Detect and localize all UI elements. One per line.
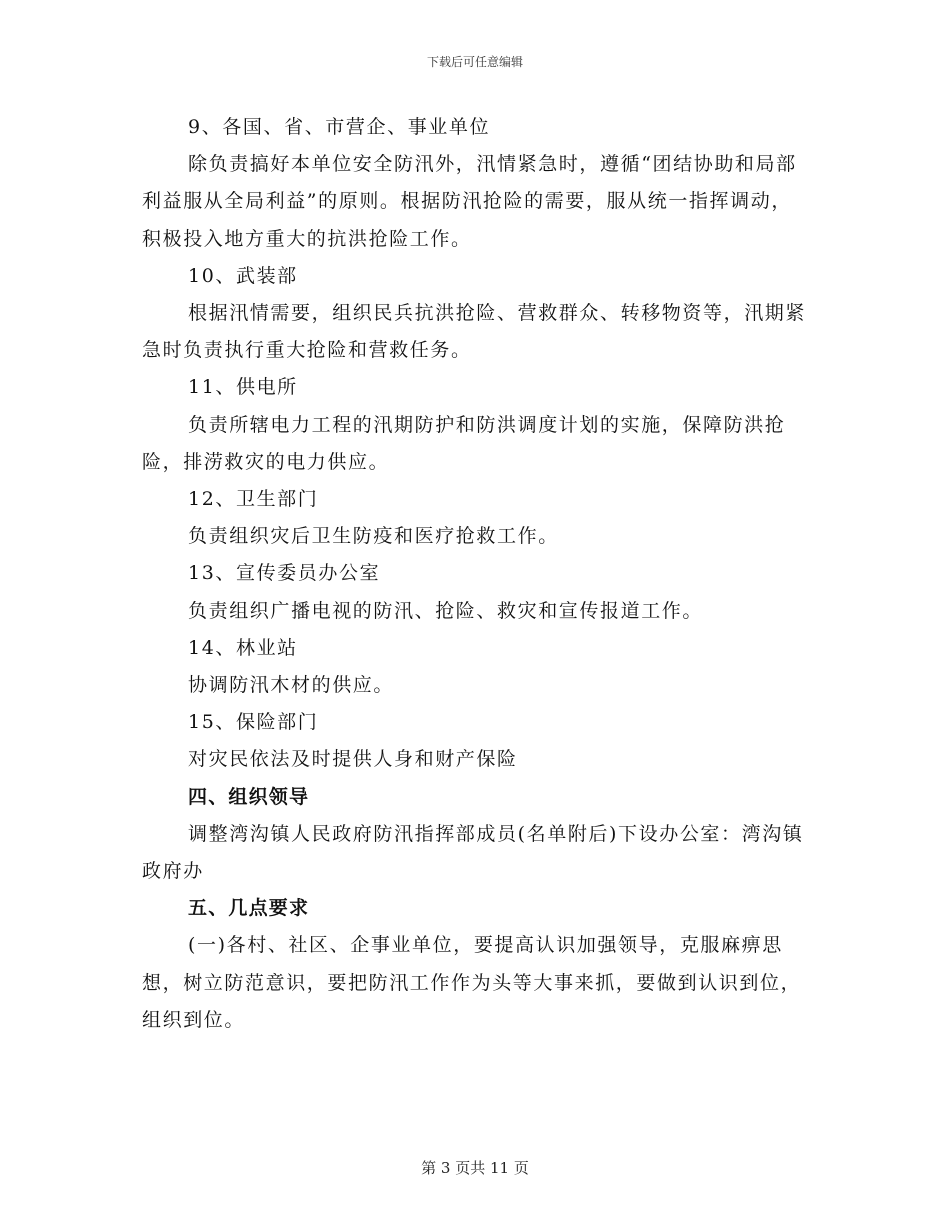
- item-heading: 12、卫生部门: [188, 488, 319, 511]
- body-paragraph: 除负责搞好本单位安全防汛外，汛情紧急时，遵循“团结协助和局部利益服从全局利益”的原则。根据防汛抢险的需要，服从统一指挥调动，积极投入地方重大的抗洪抢险工作。: [142, 153, 797, 250]
- item-heading: 11、供电所: [188, 376, 298, 399]
- item-heading: 15、保险部门: [188, 711, 319, 734]
- body-paragraph: 对灾民依法及时提供人身和财产保险: [188, 748, 518, 771]
- page-footer: 第 3 页共 11 页: [421, 1159, 529, 1177]
- page-header: 下载后可任意编辑: [426, 55, 523, 69]
- body-paragraph: 负责组织灾后卫生防疫和医疗抢救工作。: [188, 525, 559, 548]
- body-paragraph: 负责组织广播电视的防汛、抢险、救灾和宣传报道工作。: [188, 599, 704, 622]
- section-heading: 四、组织领导: [188, 785, 310, 808]
- item-heading: 13、宣传委员办公室: [188, 562, 381, 585]
- body-paragraph: 协调防汛木材的供应。: [188, 674, 395, 697]
- item-heading: 9、各国、省、市营企、事业单位: [188, 116, 491, 138]
- section-heading: 五、几点要求: [188, 897, 310, 920]
- document-body: [142, 109, 810, 1039]
- body-paragraph: (一)各村、社区、企事业单位，要提高认识加强领导，克服麻痹思想，树立防范意识，要把防汛工作作为头等大事来抓，要做到认识到位，组织到位。: [142, 934, 802, 1031]
- body-paragraph: 根据汛情需要，组织民兵抗洪抢险、营救群众、转移物资等，汛期紧急时负责执行重大抢险和营救任务。: [142, 302, 807, 362]
- item-heading: 14、林业站: [188, 636, 298, 659]
- item-heading: 10、武装部: [188, 264, 298, 287]
- body-paragraph: 负责所辖电力工程的汛期防护和防洪调度计划的实施，保障防洪抢险，排涝救灾的电力供应。: [142, 413, 786, 473]
- body-paragraph: 调整湾沟镇人民政府防汛指挥部成员(名单附后)下设办公室：湾沟镇政府办: [142, 822, 804, 883]
